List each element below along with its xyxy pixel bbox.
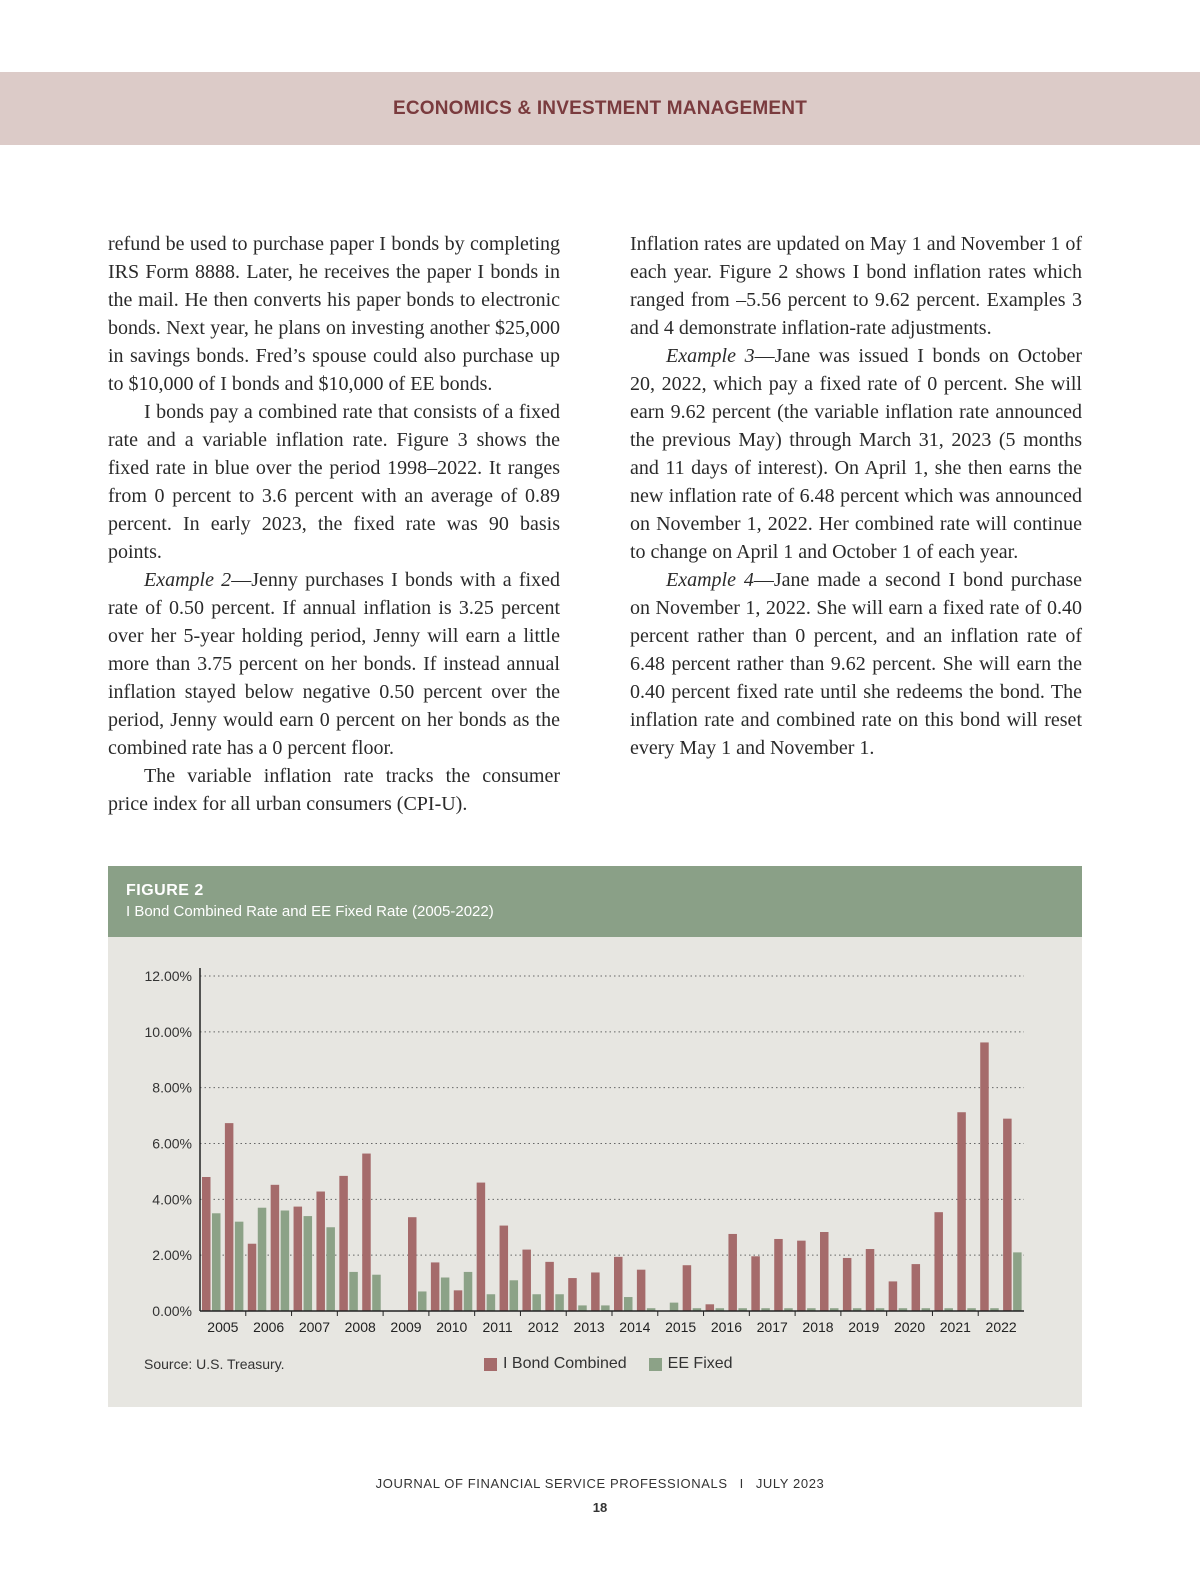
bar-combined (683, 1265, 692, 1311)
y-tick-label: 10.00% (144, 1023, 192, 1040)
y-tick-label: 2.00% (152, 1247, 192, 1264)
bar-combined (316, 1192, 325, 1311)
x-tick-label: 2019 (848, 1319, 880, 1335)
figure-2 (108, 866, 1082, 1407)
bar-combined (248, 1244, 257, 1311)
bar-combined (1003, 1119, 1012, 1311)
bar-ee-fixed (555, 1294, 564, 1311)
y-tick-label: 6.00% (152, 1135, 192, 1152)
paragraph: refund be used to purchase paper I bonds by completing IRS Form 8888. Later, he receives the paper I bonds in the mail. He then converts his paper bonds to electronic bonds. Next year, he plans on investing another $25,000 in savings bonds. Fred’s spouse could also purchase up to $10,000 of I bonds and $10,000 of EE bonds. (108, 233, 560, 395)
bar-ee-fixed (532, 1294, 541, 1311)
x-tick-label: 2008 (344, 1319, 376, 1335)
paragraph-text: —Jane was issued I bonds on October 20, 2022, which pay a fixed rate of 0 percent. She will earn 9.62 percent (the variable inflation rate announced the previous May) through March 31, 2023 (5 months and 11 days of interest). On April 1, she then earns the new inflation rate of 6.48 percent which was announced on November 1, 2022. Her combined rate will continue to change on April 1 and October 1 of each year. (630, 345, 1082, 563)
bar-ee-fixed (326, 1227, 335, 1311)
bar-combined (866, 1249, 875, 1311)
bar-combined (202, 1177, 211, 1311)
bar-ee-fixed (1013, 1252, 1022, 1311)
x-tick-label: 2011 (482, 1319, 513, 1335)
x-tick-label: 2015 (665, 1319, 697, 1335)
example-label: Example 3 (666, 345, 755, 367)
bar-ee-fixed (487, 1294, 496, 1311)
bar-ee-fixed (510, 1280, 519, 1311)
bar-combined (362, 1154, 371, 1311)
bar-ee-fixed (258, 1208, 267, 1311)
bar-combined (408, 1217, 417, 1311)
paragraph (108, 566, 560, 762)
bar-combined (591, 1272, 600, 1311)
example-label: Example 2 (144, 569, 232, 591)
legend-label-ee: EE Fixed (667, 1355, 733, 1372)
bar-combined (431, 1262, 440, 1311)
bar-combined (271, 1185, 280, 1311)
bar-combined (934, 1212, 943, 1311)
bar-combined (294, 1207, 303, 1311)
bar-combined (545, 1262, 554, 1311)
paragraph-text: —Jane made a second I bond purchase on November 1, 2022. She will earn a fixed rate of 0.40 percent rather than 0 percent, and an inflation rate of 6.48 percent rather than 9.62 percent. She will earn the 0.40 percent fixed rate until she redeems the bond. The inflation rate and combined rate on this bond will reset every May 1 and November 1. (630, 569, 1082, 759)
paragraph-text: —Jenny purchases I bonds with a fixed rate of 0.50 percent. If annual inflation is 3.25 percent over her 5-year holding period, Jenny will earn a little more than 3.75 percent on her bonds. If instead annual inflation stayed below negative 0.50 percent over the period, Jenny would earn 0 percent on her bonds as the combined rate has a 0 percent floor. (108, 569, 560, 759)
bar-combined (912, 1264, 921, 1311)
left-column (108, 230, 560, 818)
bar-combined (568, 1278, 577, 1311)
x-tick-label: 2012 (527, 1319, 559, 1335)
issue-date: JULY 2023 (755, 1476, 825, 1491)
bar-combined (797, 1241, 806, 1311)
paragraph (630, 566, 1082, 762)
chart-legend (484, 1355, 755, 1373)
bar-chart (108, 866, 1082, 1407)
x-tick-label: 2018 (802, 1319, 834, 1335)
legend-swatch-combined (484, 1358, 497, 1371)
bar-combined (820, 1232, 829, 1311)
paragraph: The variable inflation rate tracks the consumer price index for all urban consumers (CPI-U). (108, 765, 560, 815)
bar-combined (339, 1176, 348, 1311)
footer-journal-line (0, 1476, 1200, 1491)
bar-ee-fixed (281, 1211, 290, 1312)
x-tick-label: 2005 (207, 1319, 239, 1335)
bar-combined (843, 1258, 852, 1311)
y-tick-label: 4.00% (152, 1191, 192, 1208)
y-tick-label: 0.00% (152, 1303, 192, 1319)
bar-combined (774, 1239, 783, 1311)
bar-ee-fixed (349, 1272, 358, 1311)
x-tick-label: 2009 (390, 1319, 422, 1335)
journal-name: JOURNAL OF FINANCIAL SERVICE PROFESSIONALS (375, 1476, 728, 1491)
legend-label-combined: I Bond Combined (503, 1355, 627, 1372)
x-tick-label: 2016 (710, 1319, 743, 1335)
legend-item-combined (484, 1355, 627, 1373)
example-label: Example 4 (666, 569, 754, 591)
bar-ee-fixed (624, 1297, 633, 1311)
bar-combined (614, 1257, 623, 1311)
bar-combined (706, 1304, 715, 1311)
y-tick-label: 12.00% (144, 968, 192, 984)
x-tick-label: 2022 (985, 1319, 1017, 1335)
figure-title: I Bond Combined Rate and EE Fixed Rate (2005-2022) (126, 903, 494, 920)
paragraph: Inflation rates are updated on May 1 and November 1 of each year. Figure 2 shows I bond inflation rates which ranged from –5.56 percent to 9.62 percent. Examples 3 and 4 demonstrate inflation-rate adjustments. (630, 233, 1082, 339)
bar-combined (522, 1250, 531, 1311)
bar-combined (454, 1290, 463, 1311)
legend-item-ee (649, 1355, 733, 1373)
x-tick-label: 2010 (436, 1319, 468, 1335)
bar-ee-fixed (441, 1278, 450, 1312)
paragraph (630, 342, 1082, 566)
bar-combined (500, 1226, 509, 1311)
section-header-band (0, 72, 1200, 145)
x-tick-label: 2006 (253, 1319, 285, 1335)
bar-ee-fixed (418, 1291, 427, 1311)
figure-label: FIGURE 2 (126, 882, 204, 899)
bar-combined (751, 1256, 760, 1311)
y-tick-label: 8.00% (152, 1079, 192, 1096)
x-tick-label: 2013 (573, 1319, 605, 1335)
section-title: ECONOMICS & INVESTMENT MANAGEMENT (392, 97, 808, 119)
right-column (630, 230, 1082, 762)
footer-separator: I (739, 1476, 744, 1491)
bar-combined (980, 1042, 989, 1311)
bar-ee-fixed (235, 1222, 244, 1311)
bar-ee-fixed (212, 1213, 221, 1311)
page-number: 18 (592, 1500, 608, 1515)
x-tick-label: 2014 (619, 1319, 651, 1335)
bar-ee-fixed (372, 1275, 381, 1311)
bar-ee-fixed (304, 1216, 313, 1311)
figure-source: Source: U.S. Treasury. (144, 1356, 285, 1372)
bar-combined (637, 1270, 646, 1311)
paragraph: I bonds pay a combined rate that consists of a fixed rate and a variable inflation rate. Figure 3 shows the fixed rate in blue over the period 1998–2022. It ranges from 0 percent to 3.6 percent with an average of 0.89 percent. In early 2023, the fixed rate was 90 basis points. (108, 401, 560, 563)
bar-combined (477, 1183, 486, 1311)
x-tick-label: 2017 (756, 1319, 788, 1335)
bar-combined (225, 1123, 234, 1311)
bar-ee-fixed (601, 1305, 610, 1311)
bar-ee-fixed (578, 1305, 587, 1311)
bar-ee-fixed (464, 1272, 473, 1311)
x-tick-label: 2007 (298, 1319, 331, 1335)
legend-swatch-ee (649, 1358, 662, 1371)
x-tick-label: 2020 (893, 1319, 926, 1335)
bar-combined (957, 1112, 966, 1311)
bar-ee-fixed (670, 1303, 679, 1311)
x-tick-label: 2021 (939, 1319, 971, 1335)
bar-combined (889, 1281, 898, 1311)
bar-combined (728, 1234, 737, 1311)
